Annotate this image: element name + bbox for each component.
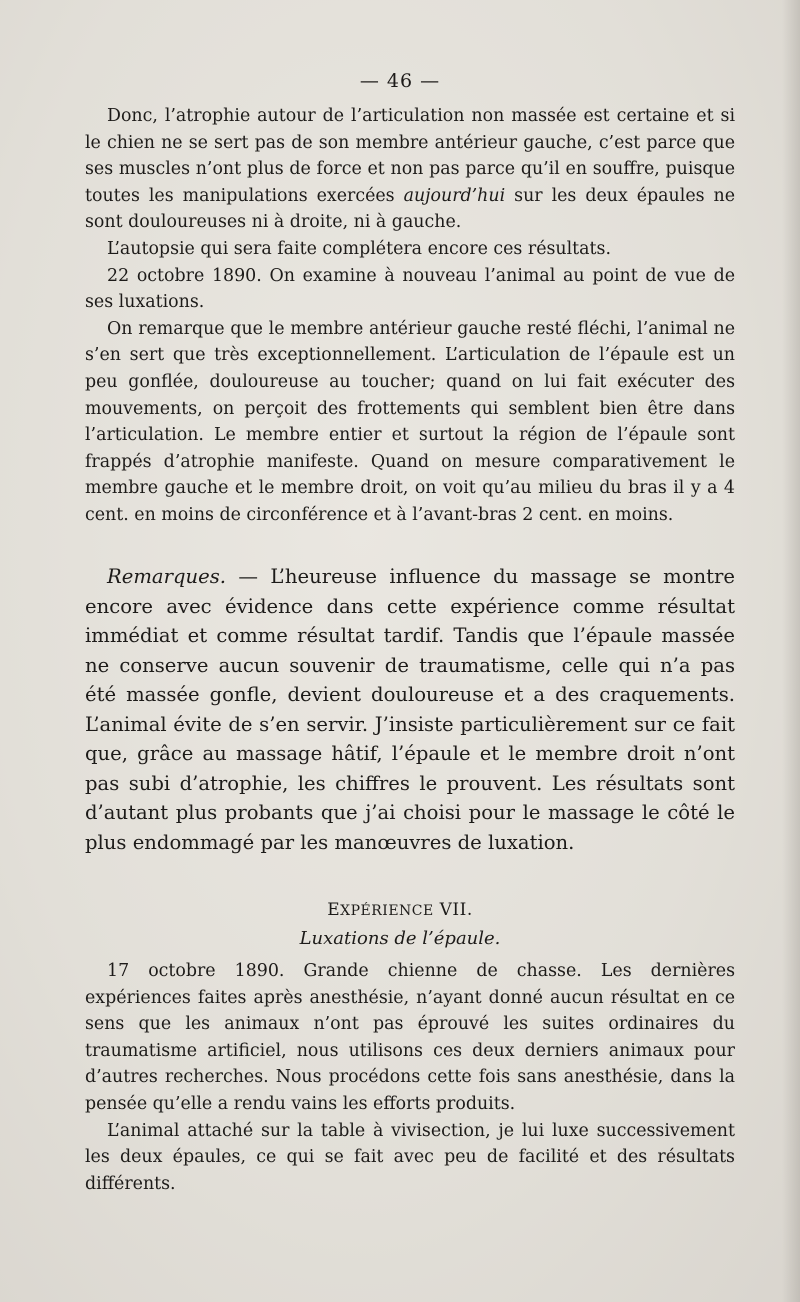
heading-number: VII.: [439, 900, 473, 920]
experiment-subheading: Luxations de l’épaule.: [299, 928, 501, 949]
text-block-remarks: [85, 562, 735, 857]
text-block-bottom: [85, 958, 735, 1197]
paragraph-autopsy: L’autopsie qui sera faite complétera encore ces résultats.: [107, 238, 611, 259]
page-edge-shadow: [782, 0, 800, 1302]
paragraph-oct-17: 17 octobre 1890. Grande chienne de chasse. Les dernières expériences faites après anesthésie, n’ayant donné aucun résultat en ce sens que les animaux n’ont pas éprouvé les suites ordinaires du traumatisme artificiel, nous utilisons ces deux derniers animaux pour d’autres recherches. Nous procédons cette fois sans anesthésie, dans la pensée qu’elle a rendu vains les efforts produits.: [85, 961, 735, 1114]
paragraph-oct-22: 22 octobre 1890. On examine à nouveau l’animal au point de vue de ses luxations.: [85, 265, 735, 313]
heading-rest: XPÉRIENCE: [340, 903, 434, 919]
page-number: — 46 —: [359, 70, 441, 92]
paragraph-observation: On remarque que le membre antérieur gauche resté fléchi, l’animal ne s’en sert que très exceptionnellement. L’articulation de l’épaule est un peu gonflée, douloureuse au toucher; quand on lui fait exécuter des mouvements, on perçoit des frottements qui semblent bien être dans l’articulation. Le membre entier et surtout la région de l’épaule sont frappés d’atrophie manifeste. Quand on mesure comparativement le membre gauche et le membre droit, on voit qu’au milieu du bras il y a 4 cent. en moins de circonférence et à l’avant-bras 2 cent. en moins.: [85, 318, 735, 525]
paragraph-atrophy-text: Donc, l’atrophie autour de l’articulation non massée est certaine et si le chien ne se sert pas de son membre antérieur gauche, c’est parce que ses muscles n’ont plus de force et non pas parce qu’il en souffre, puisque toutes les manipulations exercées: [85, 106, 735, 206]
paragraph-atrophy-end: sur les deux épaules ne sont douloureuses ni à droite, ni à gauche.: [85, 185, 736, 233]
paragraph-luxation: L’animal attaché sur la table à vivisection, je lui luxe successivement les deux épaules, ce qui se fait avec peu de facilité et des résultats différents.: [85, 1120, 735, 1194]
experiment-heading: [0, 900, 800, 920]
paragraph-atrophy: [85, 103, 735, 236]
remarks-text: — L’heureuse influence du massage se montre encore avec évidence dans cette expérience comme résultat immédiat et comme résultat tardif. Tandis que l’épaule massée ne conserve aucun souvenir de traumatisme, celle qui n’a pas été massée gonfle, devient douloureuse et a des craquements. L’animal évite de s’en servir. J’insiste particulièrement sur ce fait que, grâce au massage hâtif, l’épaule et le membre droit n’ont pas subi d’atrophie, les chiffres le prouvent. Les résultats sont d’autant plus probants que j’ai choisi pour le massage le côté le plus endommagé par les manœuvres de luxation.: [85, 565, 735, 854]
remarks-label: Remarques.: [107, 565, 227, 588]
heading-first-letter: E: [327, 900, 341, 920]
emphasis-aujourdhui: aujourd’hui: [403, 185, 506, 206]
text-block-top: [85, 103, 735, 529]
paragraph-remarks: [85, 562, 735, 857]
